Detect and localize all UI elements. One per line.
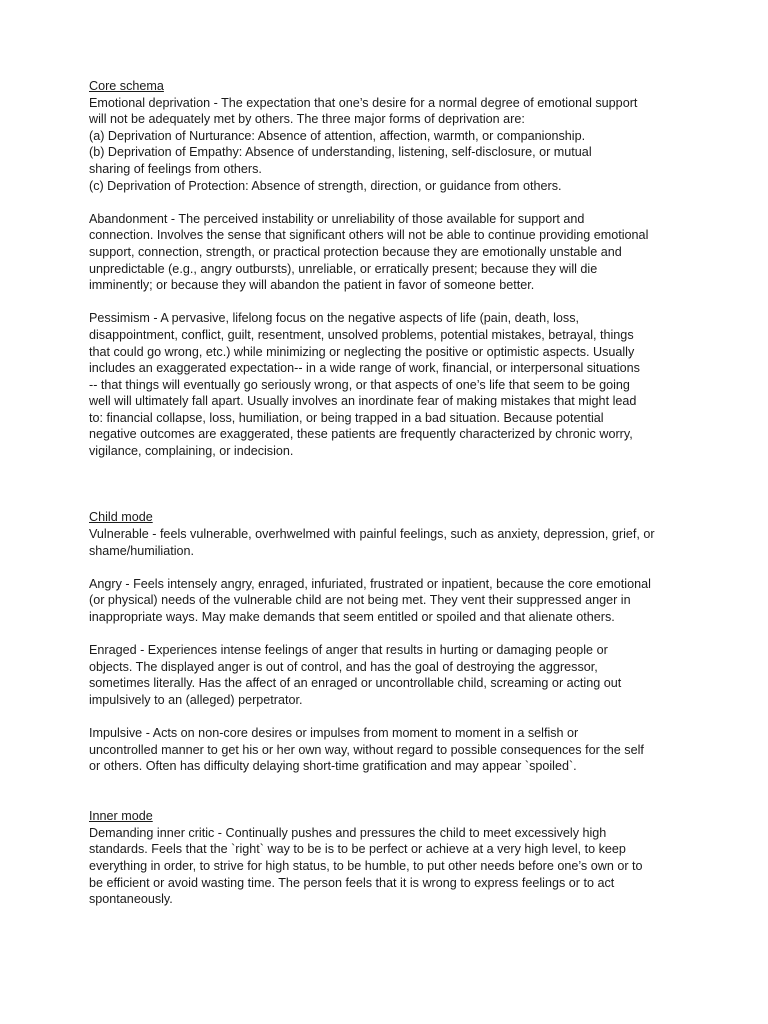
text-line: shame/humiliation. (89, 543, 194, 558)
text-line: Enraged - Experiences intense feelings of anger that results in hurting or damaging people or (89, 643, 608, 658)
text-line: includes an exaggerated expectation-- in a wide range of work, financial, or interpersonal situations (89, 361, 640, 376)
text-line: spontaneously. (89, 892, 173, 907)
text-line: Emotional deprivation - The expectation that one’s desire for a normal degree of emotional support (89, 95, 638, 110)
text-line: (c) Deprivation of Protection: Absence of strength, direction, or guidance from others. (89, 178, 562, 193)
text-line: everything in order, to strive for high status, to be humble, to put other needs before one’s own or to (89, 858, 643, 873)
text-line: Angry - Feels intensely angry, enraged, infuriated, frustrated or inpatient, because the core emotional (89, 576, 651, 591)
text-line: Pessimism - A pervasive, lifelong focus on the negative aspects of life (pain, death, loss, (89, 311, 580, 326)
text-line: standards. Feels that the `right` way to be is to be perfect or achieve at a very high level, to keep (89, 842, 626, 857)
text-line: Abandonment - The perceived instability or unreliability of those available for support and (89, 211, 585, 226)
paragraph-impulsive (89, 725, 689, 775)
paragraph-abandonment (89, 211, 689, 294)
text-line: Demanding inner critic - Continually pushes and pressures the child to meet excessively high (89, 825, 607, 840)
paragraph-demanding-inner-critic (89, 825, 689, 908)
text-line: (b) Deprivation of Empathy: Absence of understanding, listening, self-disclosure, or mutual (89, 145, 592, 160)
text-line: that could go wrong, etc.) while minimizing or neglecting the positive or optimistic aspects. Usually (89, 344, 635, 359)
text-line: impulsively to an (alleged) perpetrator. (89, 692, 303, 707)
paragraph-enraged (89, 642, 689, 708)
text-line: uncontrolled manner to get his or her own way, without regard to possible consequences for the self (89, 742, 644, 757)
text-line: negative outcomes are exaggerated, these patients are frequently characterized by chronic worry, (89, 427, 633, 442)
text-line: (or physical) needs of the vulnerable child are not being met. They vent their suppressed anger in (89, 593, 631, 608)
section-heading-core-schema: Core schema (89, 79, 164, 93)
paragraph-emotional-deprivation (89, 95, 689, 195)
text-line: sharing of feelings from others. (89, 161, 262, 176)
text-line: well will ultimately fall apart. Usually involves an inordinate fear of making mistakes that might lead (89, 394, 637, 409)
section-heading-child-mode: Child mode (89, 510, 153, 525)
text-line: will not be adequately met by others. The three major forms of deprivation are: (89, 112, 525, 127)
document-page (89, 78, 689, 908)
text-line: Vulnerable - feels vulnerable, overhwelmed with painful feelings, such as anxiety, depression, grief, or (89, 527, 655, 542)
text-line: (a) Deprivation of Nurturance: Absence of attention, affection, warmth, or companionship. (89, 128, 586, 143)
text-line: support, connection, strength, or practical protection because they are emotionally unstable and (89, 244, 622, 259)
paragraph-pessimism (89, 310, 689, 459)
text-line: vigilance, complaining, or indecision. (89, 444, 294, 459)
text-line: Impulsive - Acts on non-core desires or impulses from moment to moment in a selfish or (89, 726, 579, 741)
text-line: be efficient or avoid wasting time. The person feels that it is wrong to express feelings or to act (89, 875, 615, 890)
text-line: disappointment, conflict, guilt, resentment, unsolved problems, potential mistakes, betrayal, things (89, 327, 634, 342)
text-line: sometimes literally. Has the affect of an enraged or uncontrollable child, screaming or acting out (89, 676, 622, 691)
text-line: -- that things will eventually go seriously wrong, or that aspects of one’s life that seem to be going (89, 377, 630, 392)
text-line: objects. The displayed anger is out of control, and has the goal of destroying the aggressor, (89, 659, 598, 674)
text-line: connection. Involves the sense that significant others will not be able to continue providing emotional (89, 228, 649, 243)
text-line: unpredictable (e.g., angry outbursts), unreliable, or erratically present; because they will die (89, 261, 598, 276)
text-line: to: financial collapse, loss, humiliation, or being trapped in a bad situation. Because potential (89, 410, 604, 425)
text-line: inappropriate ways. May make demands that seem entitled or spoiled and that alienate others. (89, 610, 615, 624)
text-line: imminently; or because they will abandon the patient in favor of someone better. (89, 278, 535, 293)
paragraph-angry (89, 576, 689, 626)
text-line: or others. Often has difficulty delaying short-time gratification and may appear `spoiled`. (89, 759, 577, 774)
paragraph-vulnerable (89, 526, 689, 559)
section-heading-inner-mode: Inner mode (89, 809, 153, 824)
